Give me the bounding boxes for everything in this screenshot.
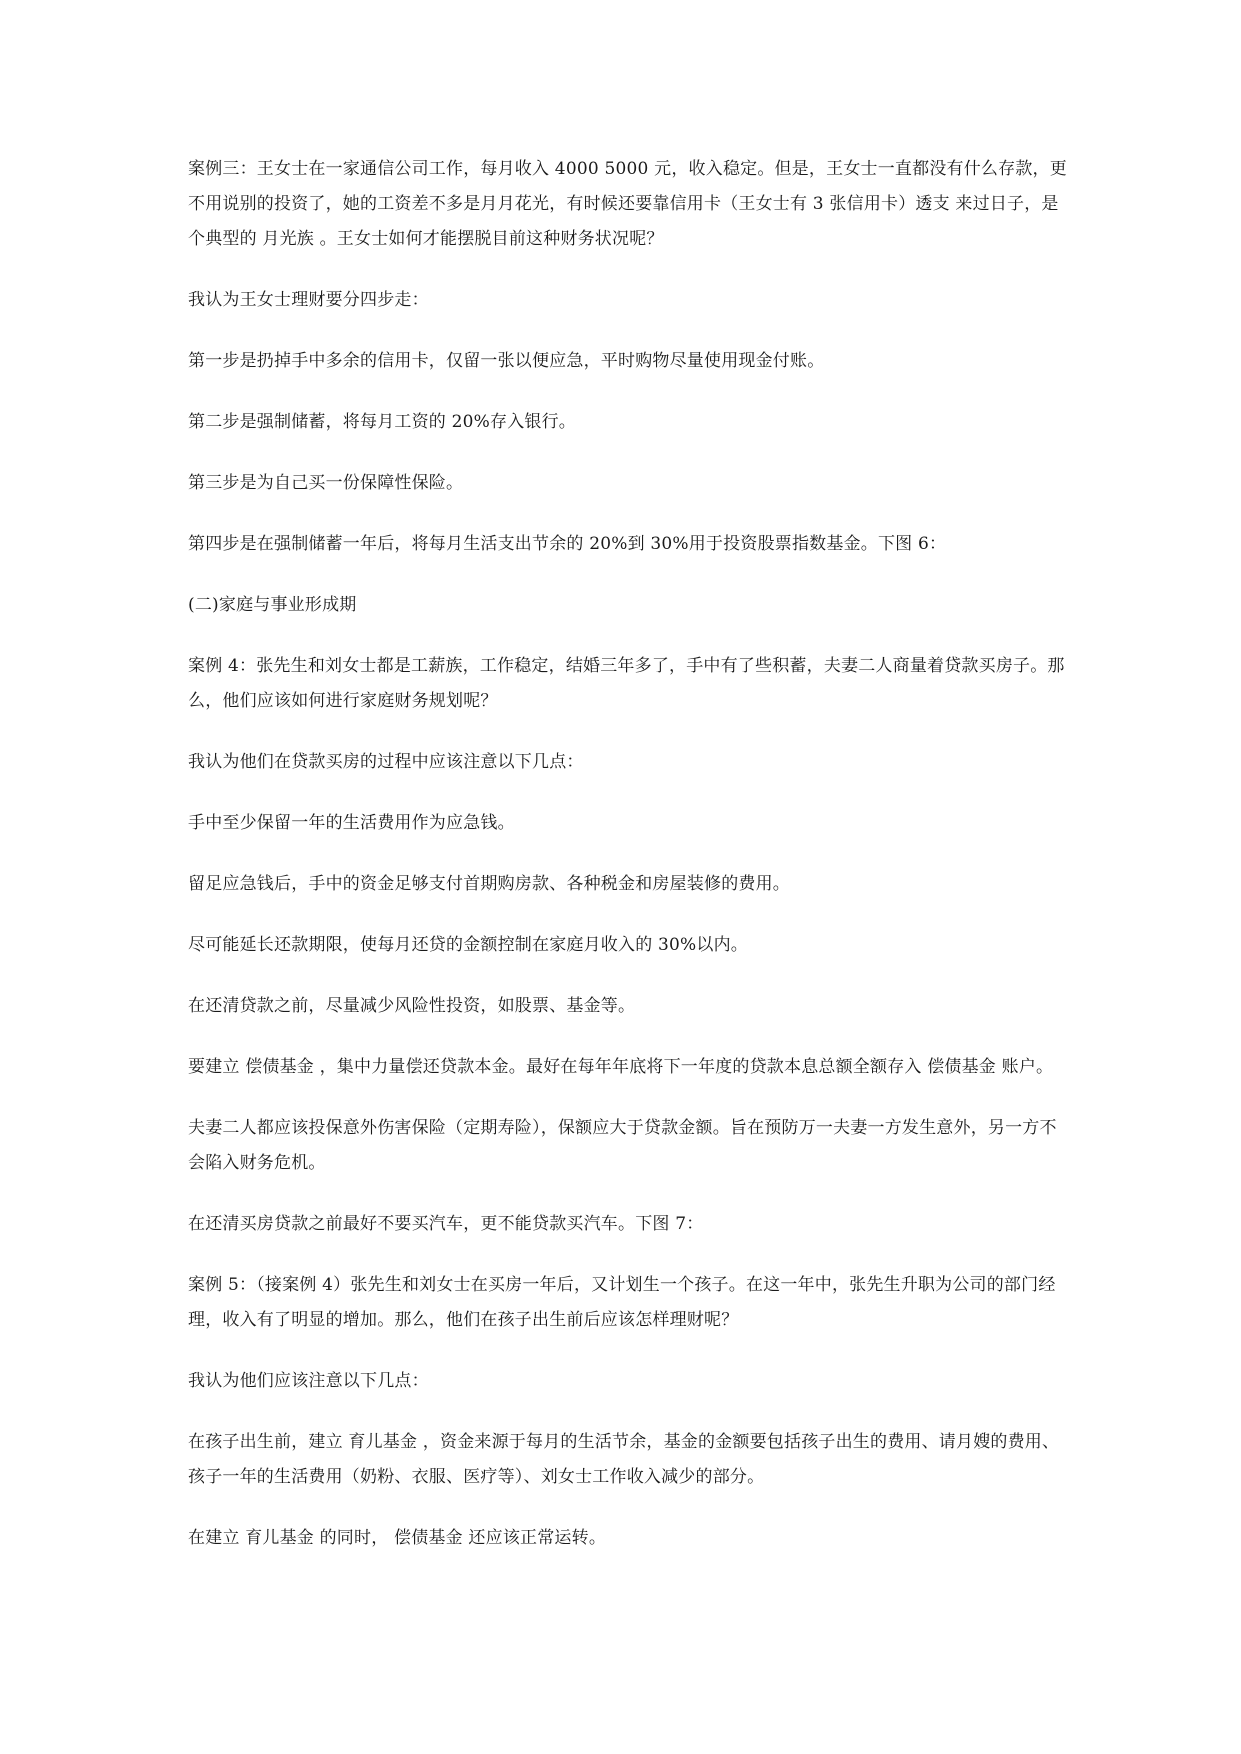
paragraph-down-payment: 留足应急钱后，手中的资金足够支付首期购房款、各种税金和房屋装修的费用。 (188, 874, 790, 894)
paragraph-debt-fund: 要建立 偿债基金 ，集中力量偿还贷款本金。最好在每年年底将下一年度的贷款本息总额全额存入 偿债基金 账户。 (188, 1057, 1054, 1077)
paragraph-case-4: 案例 4：张先生和刘女士都是工薪族，工作稳定，结婚三年多了，手中有了些积蓄，夫妻二人商量着贷款买房子。那么，他们应该如何进行家庭财务规划呢？ (188, 656, 1065, 711)
section-heading-family-career: (二)家庭与事业形成期 (188, 595, 357, 615)
document-page (188, 152, 1068, 1556)
paragraph-four-steps-intro: 我认为王女士理财要分四步走： (188, 290, 429, 310)
paragraph-step-4: 第四步是在强制储蓄一年后，将每月生活支出节余的 20%到 30%用于投资股票指数基金。下图 6： (188, 534, 947, 554)
paragraph-loan-points-intro: 我认为他们在贷款买房的过程中应该注意以下几点： (188, 752, 584, 772)
paragraph-no-car: 在还清买房贷款之前最好不要买汽车，更不能贷款买汽车。下图 7： (188, 1214, 704, 1234)
paragraph-funds-parallel: 在建立 育儿基金 的同时， 偿债基金 还应该正常运转。 (188, 1528, 607, 1548)
paragraph-reduce-risk: 在还清贷款之前，尽量减少风险性投资，如股票、基金等。 (188, 996, 636, 1016)
paragraph-child-points-intro: 我认为他们应该注意以下几点： (188, 1371, 429, 1391)
paragraph-case-3: 案例三：王女士在一家通信公司工作，每月收入 4000 5000 元，收入稳定。但是，王女士一直都没有什么存款，更不用说别的投资了，她的工资差不多是月月花光，有时候还要靠信用卡（王女士有 3 张信用卡）透支 来过日子，是个典型的 月光族 。王女士如何才能摆脱目前这种财务状况呢？ (188, 159, 1067, 249)
paragraph-childcare-fund: 在孩子出生前，建立 育儿基金 ，资金来源于每月的生活节余，基金的金额要包括孩子出生的费用、请月嫂的费用、孩子一年的生活费用（奶粉、衣服、医疗等）、刘女士工作收入减少的部分。 (188, 1432, 1060, 1487)
paragraph-emergency-fund: 手中至少保留一年的生活费用作为应急钱。 (188, 813, 515, 833)
paragraph-repayment-term: 尽可能延长还款期限，使每月还贷的金额控制在家庭月收入的 30%以内。 (188, 935, 748, 955)
paragraph-step-2: 第二步是强制储蓄，将每月工资的 20%存入银行。 (188, 412, 576, 432)
paragraph-step-3: 第三步是为自己买一份保障性保险。 (188, 473, 464, 493)
paragraph-case-5: 案例 5：（接案例 4）张先生和刘女士在买房一年后，又计划生一个孩子。在这一年中，张先生升职为公司的部门经理，收入有了明显的增加。那么，他们在孩子出生前后应该怎样理财呢？ (188, 1275, 1056, 1330)
paragraph-insurance: 夫妻二人都应该投保意外伤害保险（定期寿险），保额应大于贷款金额。旨在预防万一夫妻一方发生意外，另一方不会陷入财务危机。 (188, 1118, 1057, 1173)
paragraph-step-1: 第一步是扔掉手中多余的信用卡，仅留一张以便应急，平时购物尽量使用现金付账。 (188, 351, 825, 371)
